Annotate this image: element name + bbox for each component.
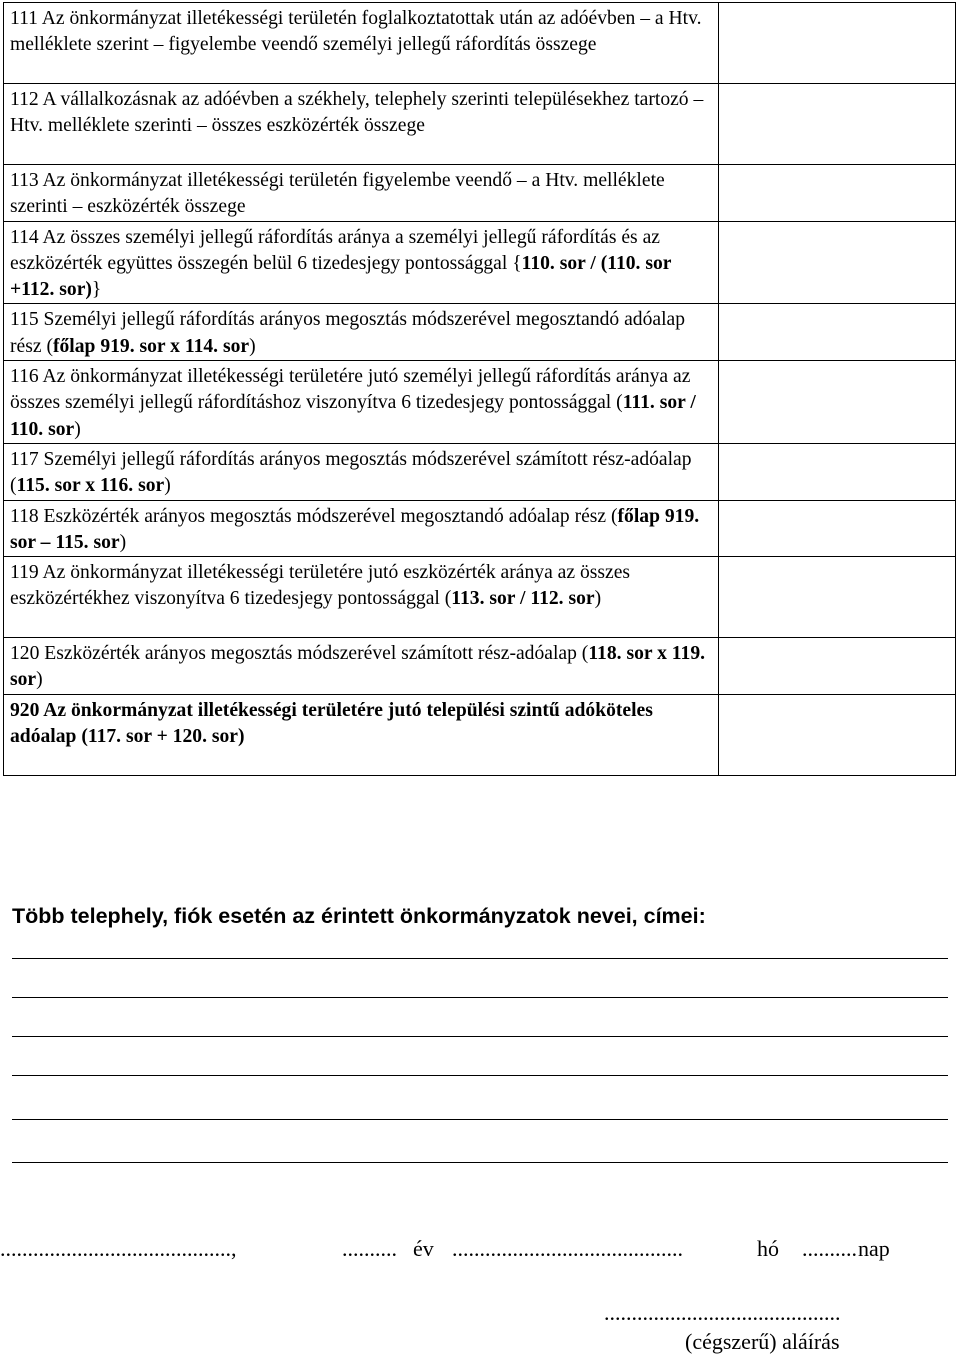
place-dots: .........................................., (0, 1236, 237, 1261)
row-text-segment: 113. sor / 112. sor (451, 588, 595, 610)
month-label: hó (757, 1236, 779, 1261)
row-text-segment: } (91, 279, 102, 301)
row-value-field-117[interactable] (719, 443, 956, 500)
address-blank-line[interactable] (12, 1162, 948, 1163)
row-text-segment: ) (249, 335, 256, 357)
row-text-segment: 112 A vállalkozásnak az adóévben a székhely, telephely szerinti településekhez tartozó – Htv. melléklete szerinti – összes eszközérték összege (10, 89, 704, 137)
row-text-segment: ) (119, 531, 127, 553)
row-value-field-115[interactable] (719, 304, 956, 361)
row-label-113 (4, 165, 719, 222)
row-text-segment: 114 Az összes személyi jellegű ráfordítás aránya a személyi jellegű ráfordítás és az eszközérték együttes összegén belül 6 tizedesjegy pontossággal { (10, 226, 660, 274)
row-text-segment: ) (74, 418, 81, 440)
row-value-field-114[interactable] (719, 221, 956, 304)
table-row-113 (4, 165, 956, 222)
address-blank-line[interactable] (12, 1036, 948, 1037)
row-label-111 (4, 3, 719, 84)
row-text-segment: 115 Személyi jellegű ráfordítás arányos megosztás módszerével megosztandó adóalap rész ( (10, 309, 686, 357)
table-row-115 (4, 304, 956, 361)
row-text-segment: 111. sor / 110. sor (10, 392, 696, 440)
row-text-segment: 118. sor x 119. sor (10, 643, 706, 691)
table-row-116 (4, 361, 956, 444)
table-row-112 (4, 84, 956, 165)
address-blank-line[interactable] (12, 1119, 948, 1120)
row-value-field-113[interactable] (719, 165, 956, 222)
signature-dots: ........................................... (604, 1300, 841, 1325)
row-label-116 (4, 361, 719, 444)
table-row-114 (4, 221, 956, 304)
row-label-119 (4, 557, 719, 638)
row-text-segment: 115. sor x 116. sor (16, 475, 165, 497)
row-text-segment: 113 Az önkormányzat illetékességi területén figyelembe veendő – a Htv. melléklete szerinti – eszközérték összege (10, 170, 665, 218)
row-text-segment: 120 Eszközérték arányos megosztás módszerével számított rész-adóalap ( (10, 643, 589, 665)
address-blank-line[interactable] (12, 958, 948, 959)
row-text-segment: főlap 919. sor – 115. sor (10, 505, 700, 553)
day-dots: .......... (802, 1236, 857, 1261)
table-row-920 (4, 694, 956, 775)
row-label-117 (4, 443, 719, 500)
row-text-segment: 920 Az önkormányzat illetékességi területére jutó települési szintű adóköteles adóalap (117. sor + 120. sor) (10, 699, 653, 748)
row-text-segment: 116 Az önkormányzat illetékességi területére jutó személyi jellegű ráfordítás aránya az összes személyi jellegű ráfordításhoz viszonyítva 6 tizedesjegy pontossággal ( (10, 366, 691, 414)
tax-base-rows (4, 3, 956, 776)
row-text-segment: 110. sor / (110. sor +112. sor) (10, 252, 672, 301)
row-label-114 (4, 221, 719, 304)
table-row-111 (4, 3, 956, 84)
row-text-segment: főlap 919. sor x 114. sor (52, 335, 250, 357)
tax-base-table (3, 2, 956, 776)
row-text-segment: ) (164, 475, 171, 497)
row-value-field-119[interactable] (719, 557, 956, 638)
address-blank-line[interactable] (12, 997, 948, 998)
row-text-segment: ) (36, 669, 43, 691)
row-label-118 (4, 500, 719, 557)
row-value-field-116[interactable] (719, 361, 956, 444)
section-heading: Több telephely, fiók esetén az érintett önkormányzatok nevei, címei: (12, 904, 706, 928)
table-row-120 (4, 638, 956, 695)
row-text-segment: 118 Eszközérték arányos megosztás módszerével megosztandó adóalap rész ( (10, 505, 618, 527)
row-text-segment: 111 Az önkormányzat illetékességi területén foglalkoztatottak után az adóévben – a Htv. melléklete szerint – figyelembe veendő személyi jellegű ráfordítás összege (10, 8, 702, 56)
row-label-115 (4, 304, 719, 361)
row-value-field-920[interactable] (719, 694, 956, 775)
row-value-field-120[interactable] (719, 638, 956, 695)
day-label: nap (858, 1236, 890, 1261)
signature-label: (cégszerű) aláírás (685, 1329, 840, 1354)
address-blank-line[interactable] (12, 1075, 948, 1076)
table-row-117 (4, 443, 956, 500)
row-text-segment: 117 Személyi jellegű ráfordítás arányos megosztás módszerével számított rész-adóalap ( (10, 448, 692, 497)
row-text-segment: 119 Az önkormányzat illetékességi területére jutó eszközérték aránya az összes eszközértékhez viszonyítva 6 tizedesjegy pontossággal ( (10, 562, 631, 610)
year-dots: .......... (342, 1236, 397, 1261)
row-label-120 (4, 638, 719, 695)
row-text-segment: ) (594, 588, 602, 610)
row-label-920 (4, 694, 719, 775)
table-row-119 (4, 557, 956, 638)
table-row-118 (4, 500, 956, 557)
year-label: év (413, 1236, 434, 1261)
row-label-112 (4, 84, 719, 165)
row-value-field-118[interactable] (719, 500, 956, 557)
row-value-field-112[interactable] (719, 84, 956, 165)
row-value-field-111[interactable] (719, 3, 956, 84)
month-dots: .......................................... (452, 1236, 683, 1261)
